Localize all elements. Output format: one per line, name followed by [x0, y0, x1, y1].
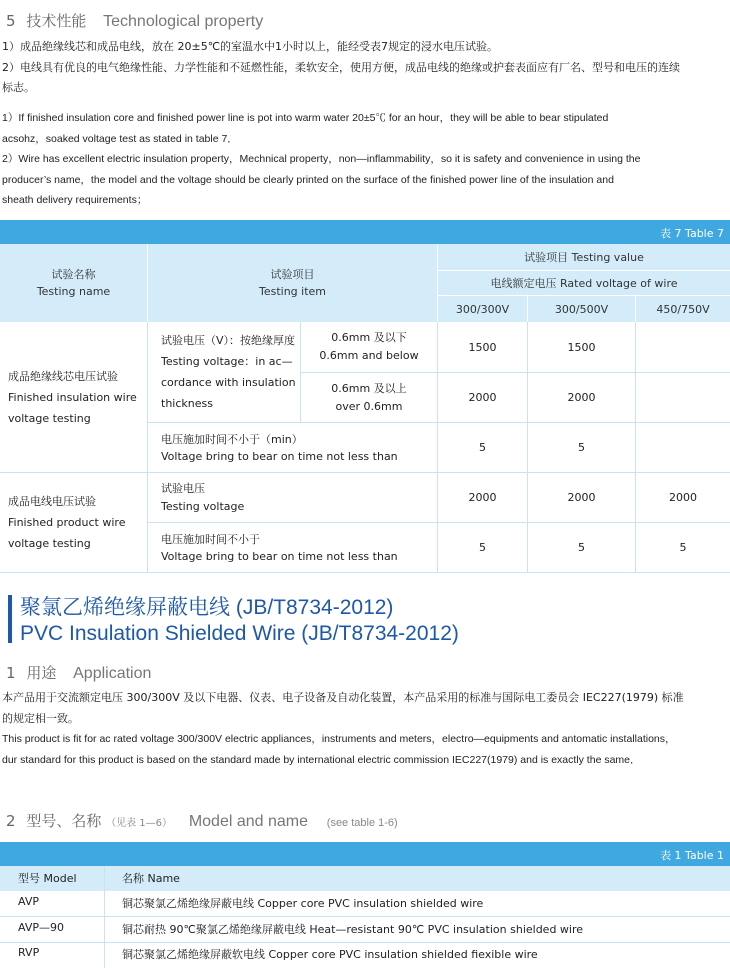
- section-number: 2: [6, 812, 16, 830]
- section-1-heading: [6, 662, 151, 683]
- text-line: sheath delivery requirements；: [2, 194, 148, 206]
- text-line: 电压施加时间不小于（min）: [161, 432, 303, 446]
- test-item-cell: [161, 423, 437, 472]
- header-testing-name: [0, 244, 147, 322]
- text-line: 1）If finished insulation core and finished power line is pot into warm water 20±5℃ for an hour，they will be able to bear stipulated: [2, 112, 609, 124]
- grid-line: [0, 572, 730, 573]
- text-line: cordance with insulation: [161, 376, 296, 389]
- header-voltage-3: 450/750V: [636, 296, 730, 322]
- table-row: [0, 942, 730, 967]
- value-cell: 5: [578, 441, 585, 454]
- table-1-caption-bar: [0, 842, 730, 866]
- text-line: Voltage bring to bear on time not less than: [161, 449, 398, 463]
- value-cell: 2000: [468, 491, 497, 504]
- value-cell: 5: [479, 441, 486, 454]
- value-cell: 5: [578, 541, 585, 554]
- thickness-cell: [301, 322, 437, 372]
- section-5-cn-text: [2, 37, 728, 99]
- text-line: 成品电线电压试验: [8, 495, 96, 508]
- grid-line: [147, 322, 148, 572]
- text-line: This product is fit for ac rated voltage 300/300V electric appliances，instruments and meters，electro—equipments and antomatic installations，: [2, 733, 676, 745]
- section-title-cn: 型号、名称: [26, 812, 102, 830]
- text-line: producer’s name，the model and the voltage should be clearly printed on the surface of the finished power line of the insulation and: [2, 173, 614, 186]
- test-item-cell: [161, 473, 437, 522]
- value-cell: 5: [479, 541, 486, 554]
- text-line: 2）电线具有优良的电气绝缘性能、力学性能和不延燃性能，柔软安全，使用方便，成品电线的绝缘或护套表面应有厂名、型号和电压的连续: [2, 60, 680, 74]
- header-cn: 试验项目: [270, 268, 315, 281]
- text-line: Testing voltage: [161, 499, 245, 513]
- text-line: 电压施加时间不小于: [161, 532, 260, 546]
- section-title-cn: 用途: [26, 664, 57, 682]
- name-cell: 铜芯聚氯乙烯绝缘屏蔽电线 Copper core PVC insulation shielded wire: [122, 897, 484, 910]
- section-title-en: Application: [73, 665, 152, 682]
- header-testing-item: [148, 244, 437, 322]
- text-line: Voltage bring to bear on time not less than: [161, 549, 398, 563]
- table-caption: 表 1 Table 1: [660, 849, 724, 862]
- table-row: [0, 891, 730, 917]
- value-cell: 2000: [567, 491, 596, 504]
- value-cell: [636, 373, 730, 422]
- value-cell: 2000: [468, 391, 497, 404]
- thickness-cell: [301, 373, 437, 422]
- text-line: voltage testing: [8, 537, 91, 550]
- text-line: 标志。: [2, 81, 35, 94]
- header-cn: 试验名称: [51, 268, 96, 281]
- text-line: 1）成品绝缘线芯和成品电线，放在 20±5℃的室温水中1小时以上，能经受表7规定的浸水电压试验。: [2, 40, 499, 53]
- text-line: over 0.6mm: [335, 399, 403, 413]
- section-1-text: [2, 688, 728, 770]
- name-cell: 铜芯聚氯乙烯绝缘屏蔽软电线 Copper core PVC insulation shielded fiexible wire: [122, 948, 538, 961]
- grid-line: [104, 866, 105, 968]
- section-note-cn: （见表 1—6）: [106, 818, 173, 829]
- text-line: 0.6mm and below: [319, 349, 419, 362]
- header-rated-voltage: 电线额定电压 Rated voltage of wire: [438, 271, 730, 295]
- product-title-cn: 聚氯乙烯绝缘屏蔽电线 (JB/T8734-2012): [20, 596, 394, 619]
- text-line: 的规定相一致。: [2, 711, 79, 725]
- text-line: dur standard for this product is based on the standard made by international electric commission IEC227(1979) and is exactly the same．: [2, 753, 641, 766]
- model-cell: AVP: [18, 895, 39, 908]
- header-testing-value: 试验项目 Testing value: [438, 244, 730, 270]
- text-line: Finished insulation wire: [8, 390, 137, 404]
- value-cell: 2000: [567, 391, 596, 404]
- text-line: Testing voltage：in ac—: [161, 355, 293, 368]
- value-cell: [636, 322, 730, 372]
- header-model: 型号 Model: [18, 872, 77, 885]
- text-line: 试验电压（V）：按绝缘厚度: [161, 334, 296, 347]
- section-note-en: (see table 1-6): [326, 817, 398, 829]
- section-number: 1: [6, 664, 16, 682]
- header-en: Testing item: [258, 285, 327, 298]
- test-name-cell: [8, 322, 146, 472]
- text-line: 2）Wire has excellent electric insulation property，Mechnical property，non—inflammability，so it is safety and convenience in using the: [2, 153, 641, 165]
- test-item-cell: [161, 523, 437, 572]
- text-line: acsohz，soaked voltage test as stated in table 7．: [2, 132, 238, 145]
- text-line: 本产品用于交流额定电压 300/300V 及以下电器、仪表、电子设备及自动化装置，本产品采用的标准与国际电工委员会 IEC227(1979) 标准: [2, 691, 684, 704]
- section-title-en: Technological property: [103, 13, 264, 30]
- table-7-caption-bar: [0, 220, 730, 244]
- section-title-cn: 技术性能: [26, 12, 87, 30]
- header-voltage-2: 300/500V: [528, 296, 635, 322]
- value-cell: 2000: [669, 491, 697, 504]
- text-line: 成品绝缘线芯电压试验: [8, 369, 118, 383]
- text-line: 0.6mm 及以下: [331, 331, 407, 344]
- text-line: 试验电压: [161, 481, 205, 495]
- table-row: [0, 917, 730, 943]
- test-name-cell: [8, 473, 146, 572]
- value-cell: 1500: [567, 340, 596, 354]
- header-voltage-1: 300/300V: [438, 296, 527, 322]
- test-item-cell: [161, 324, 301, 420]
- table-caption: 表 7 Table 7: [660, 227, 724, 240]
- header-en: Testing name: [36, 285, 111, 298]
- name-cell: 铜芯耐热 90℃聚氯乙烯绝缘屏蔽电线 Heat—resistant 90℃ PVC insulation shielded wire: [122, 923, 584, 936]
- text-line: Finished product wire: [8, 516, 126, 529]
- section-2-heading: [6, 810, 398, 831]
- value-cell: 1500: [468, 340, 497, 354]
- text-line: 0.6mm 及以上: [331, 381, 407, 395]
- section-number: 5: [6, 12, 16, 30]
- section-title-en: Model and name: [188, 813, 308, 830]
- header-name: 名称 Name: [122, 872, 180, 885]
- text-line: voltage testing: [8, 411, 91, 425]
- value-cell: [636, 423, 730, 472]
- product-title-en: PVC Insulation Shielded Wire (JB/T8734-2012): [20, 622, 459, 645]
- title-accent-bar: [8, 595, 12, 643]
- value-cell: 5: [679, 541, 687, 554]
- model-cell: AVP—90: [18, 921, 64, 934]
- table-header-row: [0, 866, 730, 891]
- model-cell: RVP: [18, 946, 40, 959]
- section-5-en-text: [2, 108, 728, 211]
- section-5-heading: [6, 10, 263, 31]
- text-line: thickness: [161, 397, 213, 410]
